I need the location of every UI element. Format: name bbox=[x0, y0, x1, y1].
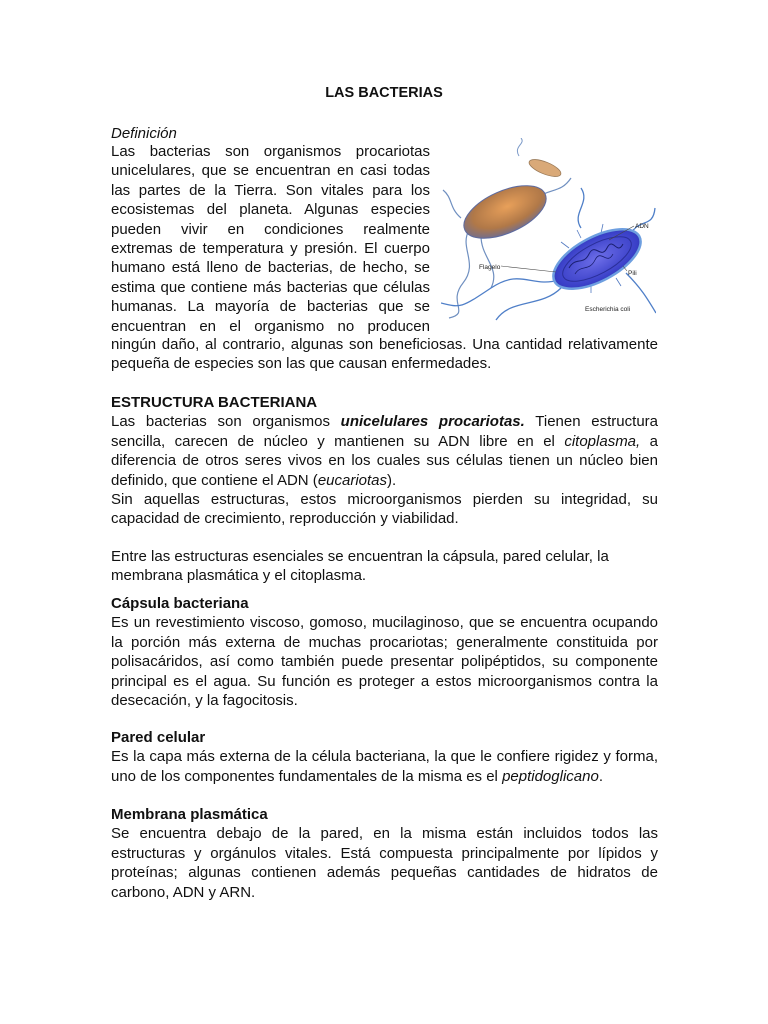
definition-line: extremas de temperatura y presión. El cuerpo bbox=[111, 240, 430, 258]
section-heading: Membrana plasmática bbox=[111, 806, 268, 823]
document-title: LAS BACTERIAS bbox=[325, 85, 443, 101]
definition-line: unicelulares, que se encuentran en casi todas bbox=[111, 162, 430, 180]
paragraph: Se encuentra debajo de la pared, en la misma están incluidos todos las estructuras y orgánulos vitales. Está compuesta principalmente por lípidos y proteínas; algunas contienen además pequeñas cantidades de hidratos de carbono, ADN y ARN. bbox=[111, 825, 658, 901]
section-capsula bbox=[111, 594, 658, 710]
text-run: Tienen estructura sencilla, carecen de núcleo y mantienen su ADN libre en el bbox=[111, 413, 658, 450]
section-heading: Pared celular bbox=[111, 729, 206, 746]
definition-line: encuentran en el organismo no producen bbox=[111, 317, 430, 335]
bacteria-illustration bbox=[441, 138, 656, 324]
definition-line: las partes de la Tierra. Son vitales para los bbox=[111, 181, 430, 199]
section-pared bbox=[111, 728, 658, 786]
section-membrana bbox=[111, 805, 658, 902]
label-pili: Pili bbox=[628, 270, 637, 277]
definition-line: ecosistemas del planeta. Algunas especies bbox=[111, 201, 430, 219]
definition-continuation: ningún daño, al contrario, algunas son beneficiosas. Una cantidad relativamente pequeña de especies son las que causan enfermedades. bbox=[111, 336, 658, 373]
italic-text: citoplasma, bbox=[564, 432, 641, 450]
section-estructura bbox=[111, 393, 658, 529]
text-run: Es la capa más externa de la célula bacteriana, la que le confiere rigidez y forma, uno de los componentes fundamentales de la misma es el bbox=[111, 748, 658, 785]
definition-line: Las bacterias son organismos procariotas bbox=[111, 143, 430, 160]
text-run: Las bacterias son organismos bbox=[111, 413, 341, 431]
paragraph-estructuras-esenciales: Entre las estructuras esenciales se encuentran la cápsula, pared celular, la membrana plasmática y el citoplasma. bbox=[111, 548, 609, 585]
italic-text: peptidoglicano bbox=[502, 767, 599, 785]
text-run: . bbox=[598, 767, 603, 785]
label-flagelo: Flagelo bbox=[479, 264, 501, 271]
label-species: Escherichia coli bbox=[585, 306, 631, 313]
definition-line: humanas. La mayoría de bacterias que se bbox=[111, 298, 430, 316]
paragraph bbox=[111, 412, 658, 490]
definition-line: humano está lleno de bacterias, de hecho, se bbox=[111, 259, 430, 277]
label-adn: ADN bbox=[635, 223, 649, 230]
text-run: a diferencia de otros seres vivos en los cuales sus células tienen un núcleo bien definido, que contiene el ADN ( bbox=[111, 432, 658, 489]
section-heading: ESTRUCTURA BACTERIANA bbox=[111, 394, 318, 411]
paragraph: Es un revestimiento viscoso, gomoso, mucilaginoso, que se encuentra ocupando la porción más externa de muchas procariotas; generalmente constituida por polisacáridos, así como también puede presentar polipéptidos, su componente principal es el agua. Su función es proteger a estos microorganismos contra la desecación, y la fagocitosis. bbox=[111, 614, 658, 710]
paragraph bbox=[111, 747, 658, 786]
small-bacterium bbox=[517, 138, 563, 180]
italic-text: eucariotas bbox=[317, 471, 388, 489]
section-heading: Cápsula bacteriana bbox=[111, 595, 249, 612]
text-run: ). bbox=[387, 471, 397, 489]
definition-line: estima que contiene más bacterias que células bbox=[111, 278, 430, 296]
definition-label: Definición bbox=[111, 125, 177, 142]
paragraph: Sin aquellas estructuras, estos microorganismos pierden su integridad, su capacidad de crecimiento, reproducción y viabilidad. bbox=[111, 491, 658, 528]
definition-narrow-block bbox=[111, 142, 430, 336]
definition-line: pueden vivir en condiciones realmente bbox=[111, 220, 430, 238]
emphasis-text: unicelulares procariotas. bbox=[340, 413, 525, 431]
orange-bacterium bbox=[456, 175, 553, 249]
